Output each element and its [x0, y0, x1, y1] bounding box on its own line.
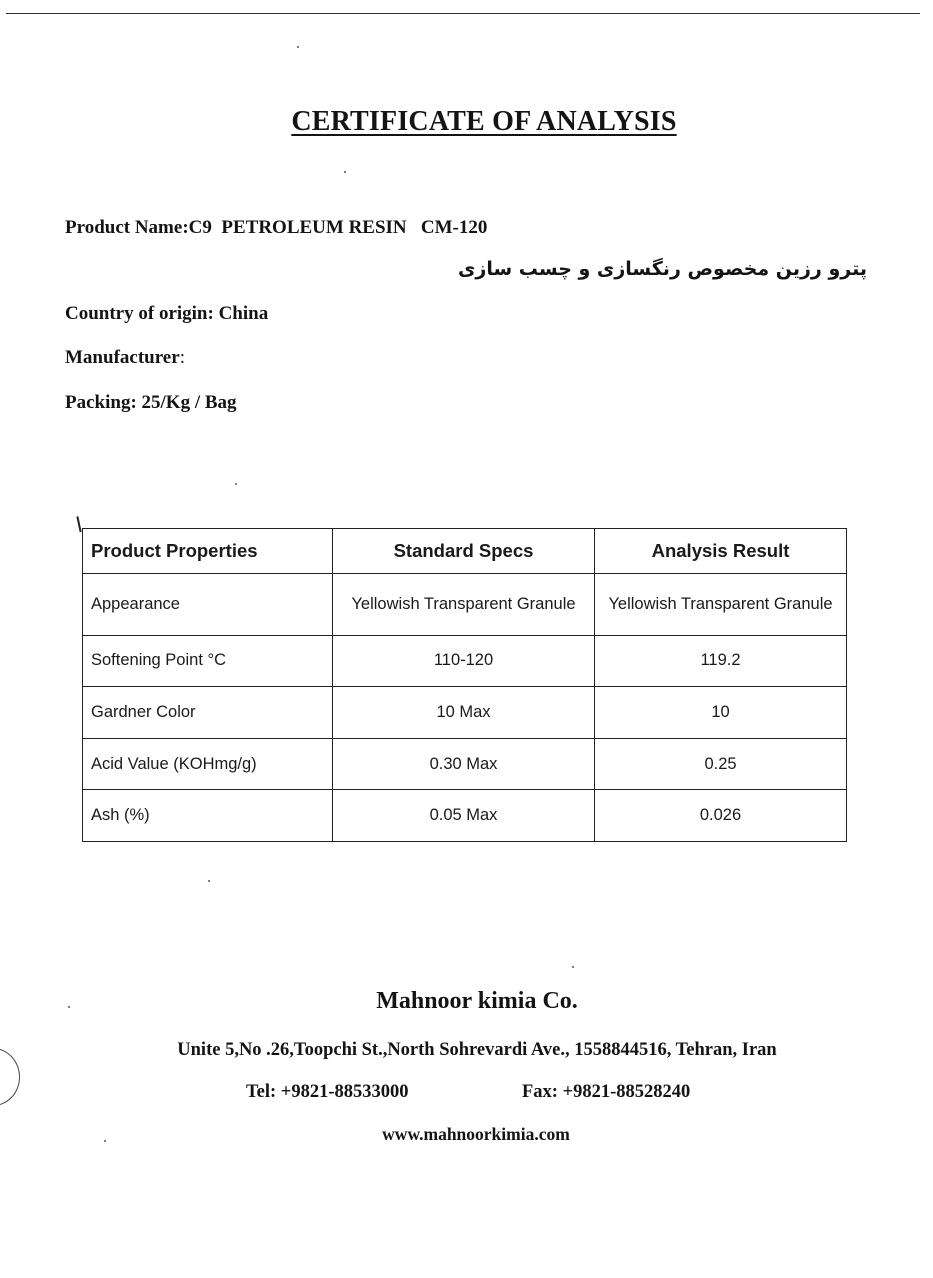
- result-cell: 0.25: [595, 738, 847, 790]
- scan-speck: [235, 483, 237, 485]
- table-row: [83, 635, 847, 687]
- product-name-field: [65, 217, 487, 239]
- scan-speck: [208, 880, 210, 882]
- property-cell: Acid Value (KOHmg/g): [83, 738, 333, 790]
- spec-cell: 0.05 Max: [333, 790, 595, 842]
- company-name: Mahnoor kimia Co.: [376, 988, 578, 1014]
- scan-speck: [297, 46, 299, 48]
- result-cell: 10: [595, 687, 847, 739]
- analysis-table: [82, 528, 847, 842]
- persian-product-description: پترو رزین مخصوص رنگسازی و چسب سازی: [457, 258, 867, 280]
- property-cell: Appearance: [83, 574, 333, 636]
- country-field: [65, 303, 268, 325]
- table-row: [83, 790, 847, 842]
- packing-label: Packing:: [65, 392, 137, 413]
- manufacturer-label: Manufacturer: [65, 347, 180, 368]
- packing-field: [65, 392, 237, 414]
- packing-value: 25/Kg / Bag: [136, 392, 237, 413]
- header-standard-specs: Standard Specs: [333, 529, 595, 574]
- company-website: www.mahnoorkimia.com: [382, 1124, 570, 1144]
- property-cell: Gardner Color: [83, 687, 333, 739]
- table-header-row: [83, 529, 847, 574]
- property-cell: Softening Point °C: [83, 635, 333, 687]
- table-row: [83, 574, 847, 636]
- table-row: [83, 738, 847, 790]
- spec-cell: 0.30 Max: [333, 738, 595, 790]
- result-cell: 119.2: [595, 635, 847, 687]
- scan-speck: [68, 1006, 70, 1008]
- property-cell: Ash (%): [83, 790, 333, 842]
- header-product-properties: Product Properties: [83, 529, 333, 574]
- company-telephone: Tel: +9821-88533000: [246, 1082, 409, 1102]
- scan-speck: [104, 1140, 106, 1142]
- company-fax: Fax: +9821-88528240: [522, 1082, 691, 1102]
- header-analysis-result: Analysis Result: [595, 529, 847, 574]
- result-cell: 0.026: [595, 790, 847, 842]
- product-name-label: Product Name:: [65, 217, 189, 238]
- scan-speck: [344, 171, 346, 173]
- scan-speck: [572, 966, 574, 968]
- table-row: [83, 687, 847, 739]
- country-value: China: [213, 303, 269, 324]
- spec-cell: 110-120: [333, 635, 595, 687]
- country-label: Country of origin:: [65, 303, 214, 324]
- manufacturer-field: [65, 347, 185, 369]
- result-cell: Yellowish Transparent Granule: [595, 574, 847, 636]
- top-scan-edge-line: [6, 13, 920, 14]
- manufacturer-colon: :: [179, 347, 185, 368]
- spec-cell: 10 Max: [333, 687, 595, 739]
- company-address: Unite 5,No .26,Toopchi St.,North Sohrevardi Ave., 1558844516, Tehran, Iran: [177, 1040, 777, 1060]
- product-name-value: C9 PETROLEUM RESIN CM-120: [188, 217, 488, 238]
- document-title: CERTIFICATE OF ANALYSIS: [291, 106, 677, 137]
- spec-cell: Yellowish Transparent Granule: [333, 574, 595, 636]
